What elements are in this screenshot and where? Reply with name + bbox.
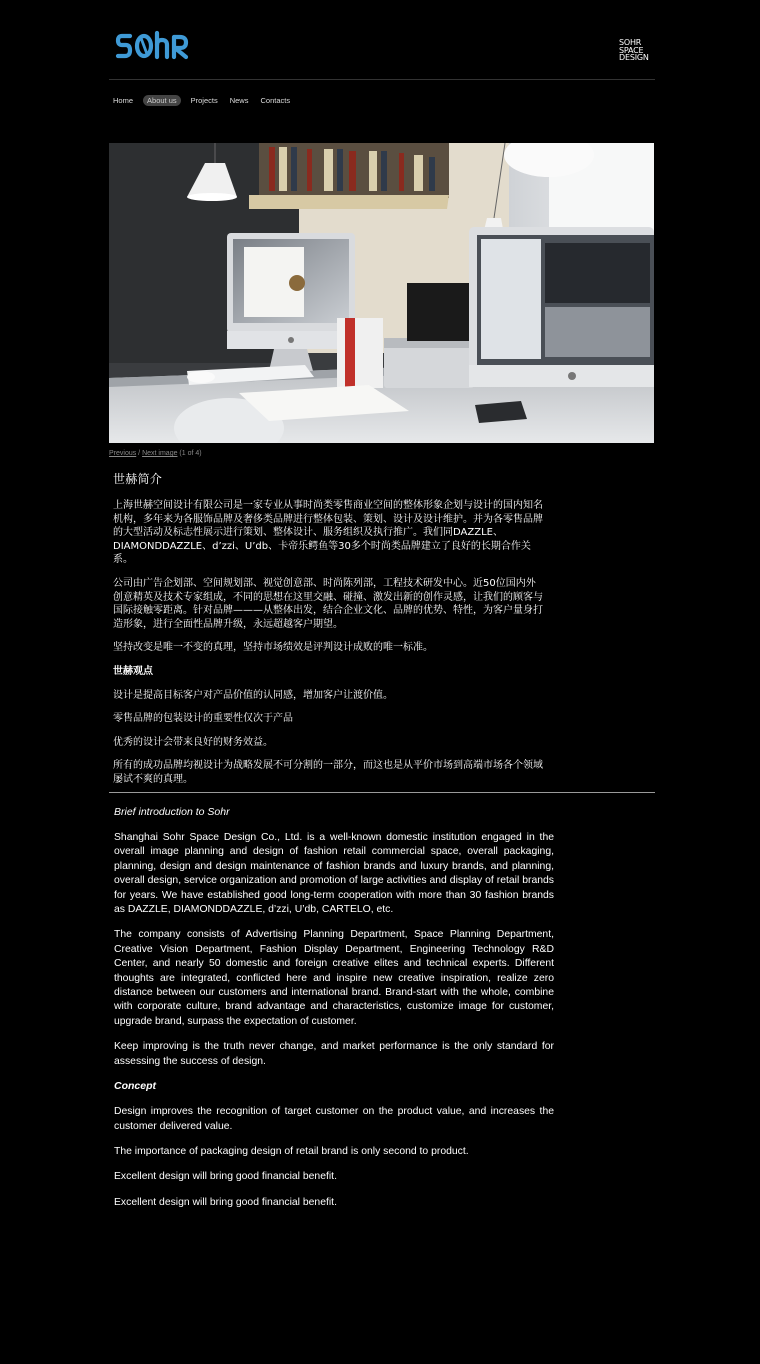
chinese-paragraph: 公司由广告企划部、空间规划部、视觉创意部、时尚陈列部，工程技术研发中心。近50位国内外创意精英及技术专家组成，不同的思想在这里交融、碰撞、激发出新的创作灵感，让我们的顾客与国际接触零距离。针对品牌———从整体出发，结合企业文化、品牌的优势、特性，为客户量身打造形象，进行全面性品牌升级，永远超越客户期望。 [113,577,543,630]
chinese-section-title: 世赫简介 [113,472,163,486]
corner-wordmark-line: DESIGN [619,53,649,63]
chinese-paragraph: 坚持改变是唯一不变的真理，坚持市场绩效是评判设计成败的唯一标准。 [113,642,433,654]
nav-item-home[interactable]: Home [113,95,134,105]
english-introduction [114,806,554,1221]
corner-wordmark-line: SPACE [619,45,644,55]
gallery-pager [109,450,202,457]
corner-wordmark-line: SOHR [619,38,642,47]
english-section-title: Brief introduction to Sohr [114,806,230,818]
office-photo [109,143,654,443]
chinese-concept-item: 所有的成功品牌均视设计为战略发展不可分割的一部分，而这也是从平价市场到高端市场各个领域屡试不爽的真理。 [113,760,543,785]
gallery-next-link[interactable]: Next image [142,450,178,457]
corner-wordmark [619,39,649,62]
header-divider [109,79,655,80]
nav-item-contacts[interactable]: Contacts [260,95,291,105]
english-concept-item: The importance of packaging design of retail brand is only second to product. [114,1145,469,1157]
english-paragraph: Keep improving is the truth never change, and market performance is the only standard for assessing the success of design. [114,1041,554,1067]
gallery-previous-link[interactable]: Previous [109,450,137,457]
english-paragraph: Shanghai Sohr Space Design Co., Ltd. is a well-known domestic institution engaged in the overall image planning and design of fashion retail commercial space, overall packaging, planning, design and design maintenance of fashion brands and luxury brands, and planning, overall design, service organization and promotion of large activities and display of retail brands for years. We have established good long-term cooperation with more than 30 fashion brands as DAZZLE, DIAMONDDAZZLE, d’zzi, U’db, CARTELO, etc. [114,832,554,916]
sohr-logo[interactable] [115,30,189,62]
main-nav [113,94,302,106]
english-concept-item: Design improves the recognition of target customer on the product value, and increases the customer delivered value. [114,1106,554,1132]
chinese-introduction [113,470,545,797]
chinese-concept-item: 优秀的设计会带来良好的财务效益。 [113,736,273,748]
english-paragraph: The company consists of Advertising Planning Department, Space Planning Department, Creative Vision Department, Fashion Display Department, Engineering Technology R&D Center, and nearly 50 domestic and foreign creative elites and technical experts. Different thoughts are integrated, conflicted here and inspire new creative inspiration, realize zero distance between our customers and international brand. Brand-start with the whole, combine with corporate culture, brand advantage and characteristics, customize image for customer, upgrade brand, surpass the expectation of customer. [114,929,554,1027]
gallery-counter: (1 of 4) [177,450,202,457]
english-concept-item: Excellent design will bring good financial benefit. [114,1171,337,1183]
chinese-concept-item: 零售品牌的包装设计的重要性仅次于产品 [113,713,293,725]
english-concept-title: Concept [114,1080,156,1093]
english-concept-item: Excellent design will bring good financial benefit. [114,1196,337,1208]
chinese-concept-item: 设计是提高目标客户对产品价值的认同感，增加客户让渡价值。 [113,689,393,701]
chinese-concept-title: 世赫观点 [113,665,153,677]
gallery-separator: / [136,450,143,457]
nav-item-about-us[interactable]: About us [143,95,181,106]
nav-item-projects[interactable]: Projects [190,95,218,105]
section-divider [109,792,655,793]
nav-item-news[interactable]: News [229,95,249,105]
chinese-paragraph: 上海世赫空间设计有限公司是一家专业从事时尚类零售商业空间的整体形象企划与设计的国内知名机构，多年来为各服饰品牌及奢侈类品牌进行整体包装、策划、设计及设计维护。并为各零售品牌的大型活动及标志性展示进行策划、整体设计、服务组织及执行推广。我们同DAZZLE、DIAMONDDAZZLE、d’zzi、U’db、卡帝乐鳄鱼等30多个时尚类品牌建立了良好的长期合作关系。 [113,500,543,566]
